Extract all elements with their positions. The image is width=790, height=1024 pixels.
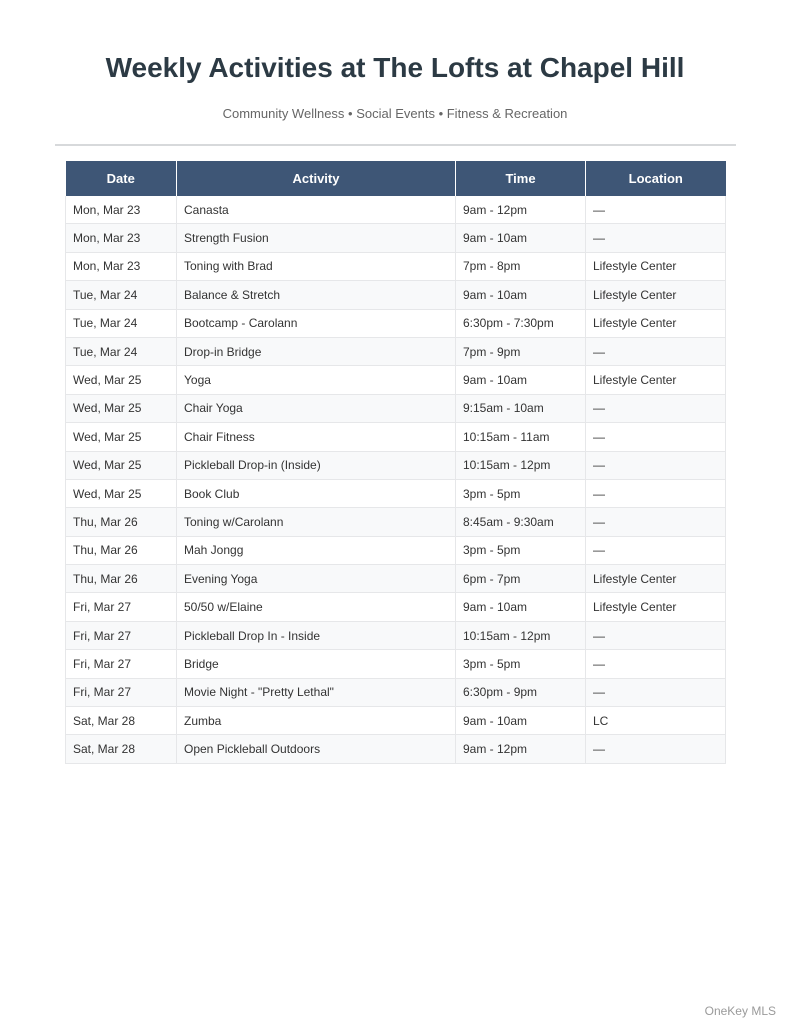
time-cell: 8:45am - 9:30am [456,508,586,536]
time-cell: 6:30pm - 9pm [456,678,586,706]
divider [55,144,736,146]
location-cell: — [586,621,726,649]
table-row [66,735,726,763]
table-row [66,281,726,309]
time-cell: 9am - 10am [456,224,586,252]
time-cell: 6pm - 7pm [456,565,586,593]
activity-cell: Chair Fitness [177,423,456,451]
location-cell: — [586,224,726,252]
location-cell: — [586,650,726,678]
date-cell: Wed, Mar 25 [66,394,177,422]
date-cell: Thu, Mar 26 [66,536,177,564]
date-cell: Tue, Mar 24 [66,281,177,309]
date-cell: Tue, Mar 24 [66,337,177,365]
table-row [66,451,726,479]
date-cell: Wed, Mar 25 [66,479,177,507]
date-cell: Wed, Mar 25 [66,423,177,451]
date-cell: Wed, Mar 25 [66,366,177,394]
activity-cell: Evening Yoga [177,565,456,593]
date-cell: Thu, Mar 26 [66,565,177,593]
table-row [66,309,726,337]
activity-cell: Toning with Brad [177,252,456,280]
activity-cell: Yoga [177,366,456,394]
date-cell: Fri, Mar 27 [66,593,177,621]
activity-cell: Balance & Stretch [177,281,456,309]
activity-cell: Bridge [177,650,456,678]
table-row [66,678,726,706]
location-cell: — [586,337,726,365]
table-row [66,394,726,422]
time-cell: 9am - 10am [456,366,586,394]
table-row [66,707,726,735]
date-cell: Fri, Mar 27 [66,650,177,678]
location-cell: — [586,536,726,564]
table-row [66,593,726,621]
watermark: OneKey MLS [704,1004,776,1018]
activity-cell: Pickleball Drop In - Inside [177,621,456,649]
time-cell: 10:15am - 12pm [456,451,586,479]
activity-cell: Bootcamp - Carolann [177,309,456,337]
time-cell: 9am - 12pm [456,196,586,224]
time-cell: 10:15am - 12pm [456,621,586,649]
time-cell: 7pm - 8pm [456,252,586,280]
date-cell: Sat, Mar 28 [66,707,177,735]
activity-cell: Pickleball Drop-in (Inside) [177,451,456,479]
page-subtitle: Community Wellness • Social Events • Fitness & Recreation [222,106,568,121]
table-row [66,366,726,394]
time-cell: 9am - 10am [456,281,586,309]
table-row [66,196,726,224]
time-cell: 3pm - 5pm [456,650,586,678]
activity-cell: Mah Jongg [177,536,456,564]
table-row [66,337,726,365]
activity-cell: Chair Yoga [177,394,456,422]
date-cell: Mon, Mar 23 [66,196,177,224]
time-cell: 9am - 10am [456,593,586,621]
location-cell: Lifestyle Center [586,593,726,621]
activity-cell: Open Pickleball Outdoors [177,735,456,763]
table-row [66,252,726,280]
time-cell: 3pm - 5pm [456,479,586,507]
location-cell: — [586,735,726,763]
activity-cell: Drop-in Bridge [177,337,456,365]
date-cell: Fri, Mar 27 [66,678,177,706]
activity-cell: Canasta [177,196,456,224]
location-cell: Lifestyle Center [586,252,726,280]
date-cell: Wed, Mar 25 [66,451,177,479]
date-cell: Tue, Mar 24 [66,309,177,337]
location-cell: — [586,508,726,536]
time-cell: 9am - 12pm [456,735,586,763]
location-cell: Lifestyle Center [586,309,726,337]
date-cell: Sat, Mar 28 [66,735,177,763]
table-row [66,423,726,451]
location-cell: — [586,423,726,451]
table-row [66,508,726,536]
time-cell: 9:15am - 10am [456,394,586,422]
column-header-activity: Activity [177,161,456,196]
date-cell: Mon, Mar 23 [66,224,177,252]
table-body [66,196,726,763]
column-header-time: Time [456,161,586,196]
table-row [66,536,726,564]
page-title: Weekly Activities at The Lofts at Chapel Hill [105,52,685,83]
location-cell: Lifestyle Center [586,281,726,309]
date-cell: Fri, Mar 27 [66,621,177,649]
column-header-date: Date [66,161,177,196]
location-cell: — [586,479,726,507]
activities-table [65,161,726,764]
table-row [66,621,726,649]
table-row [66,565,726,593]
time-cell: 10:15am - 11am [456,423,586,451]
activity-cell: 50/50 w/Elaine [177,593,456,621]
time-cell: 6:30pm - 7:30pm [456,309,586,337]
activity-cell: Zumba [177,707,456,735]
date-cell: Mon, Mar 23 [66,252,177,280]
location-cell: — [586,451,726,479]
activity-cell: Toning w/Carolann [177,508,456,536]
location-cell: — [586,394,726,422]
column-header-location: Location [586,161,726,196]
time-cell: 9am - 10am [456,707,586,735]
location-cell: — [586,678,726,706]
location-cell: LC [586,707,726,735]
time-cell: 3pm - 5pm [456,536,586,564]
location-cell: Lifestyle Center [586,565,726,593]
table-row [66,479,726,507]
activity-cell: Book Club [177,479,456,507]
table-row [66,224,726,252]
table-header [66,161,726,196]
activity-cell: Movie Night - "Pretty Lethal" [177,678,456,706]
table-row [66,650,726,678]
header-row [66,161,726,196]
location-cell: Lifestyle Center [586,366,726,394]
activity-cell: Strength Fusion [177,224,456,252]
time-cell: 7pm - 9pm [456,337,586,365]
date-cell: Thu, Mar 26 [66,508,177,536]
location-cell: — [586,196,726,224]
